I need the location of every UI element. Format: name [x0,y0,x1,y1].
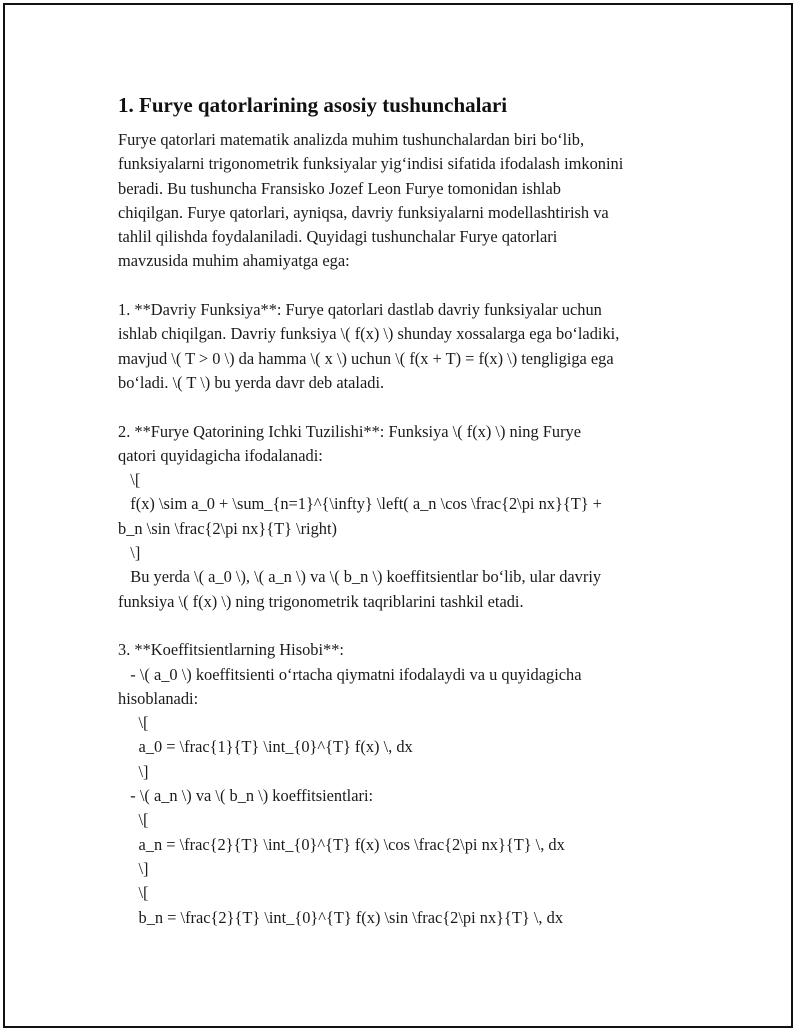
document-content [118,92,688,930]
body-text: Furye qatorlari matematik analizda muhim tushunchalardan biri bo‘lib, funksiyalarni trigonometrik funksiyalar yig‘indisi sifatida ifodalash imkonini beradi. Bu tushuncha Fransisko Jozef Leon Furye tomonidan ishlab chiqilgan. Furye qatorlari, ayniqsa, davriy funksiyalarni modellashtirish va tahlil qilishda foydalaniladi. Quyidagi tushunchalar Furye qatorlari mavzusida muhim ahamiyatga ega: 1. **Davriy Funksiya**: Furye qatorlari dastlab davriy funksiyalar uchun ishlab chiqilgan. Davriy funksiya \( f(x) \) shunday xossalarga ega bo‘ladiki, mavjud \( T > 0 \) da hamma \( x \) uchun \( f(x + T) = f(x) \) tengligiga ega bo‘ladi. \( T \) bu yerda davr deb ataladi. 2. **Furye Qatorining Ichki Tuzilishi**: Funksiya \( f(x) \) ning Furye qatori quyidagicha ifodalanadi: \[ f(x) \sim a_0 + \sum_{n=1}^{\infty} \left( a_n \cos \frac{2\pi nx}{T} + b_n \sin \frac{2\pi nx}{T} \right) \] Bu yerda \( a_0 \), \( a_n \) va \( b_n \) koeffitsientlar bo‘lib, ular davriy funksiya \( f(x) \) ning trigonometrik taqriblarini tashkil etadi. 3. **Koeffitsientlarning Hisobi**: - \( a_0 \) koeffitsienti o‘rtacha qiymatni ifodalaydi va u quyidagicha hisoblanadi: \[ a_0 = \frac{1}{T} \int_{0}^{T} f(x) \, dx \] - \( a_n \) va \( b_n \) koeffitsientlari: \[ a_n = \frac{2}{T} \int_{0}^{T} f(x) \cos \frac{2\pi nx}{T} \, dx \] \[ b_n = \frac{2}{T} \int_{0}^{T} f(x) \sin \frac{2\pi nx}{T} \, dx [118,130,624,927]
section-heading: 1. Furye qatorlarining asosiy tushunchalari [118,93,508,117]
